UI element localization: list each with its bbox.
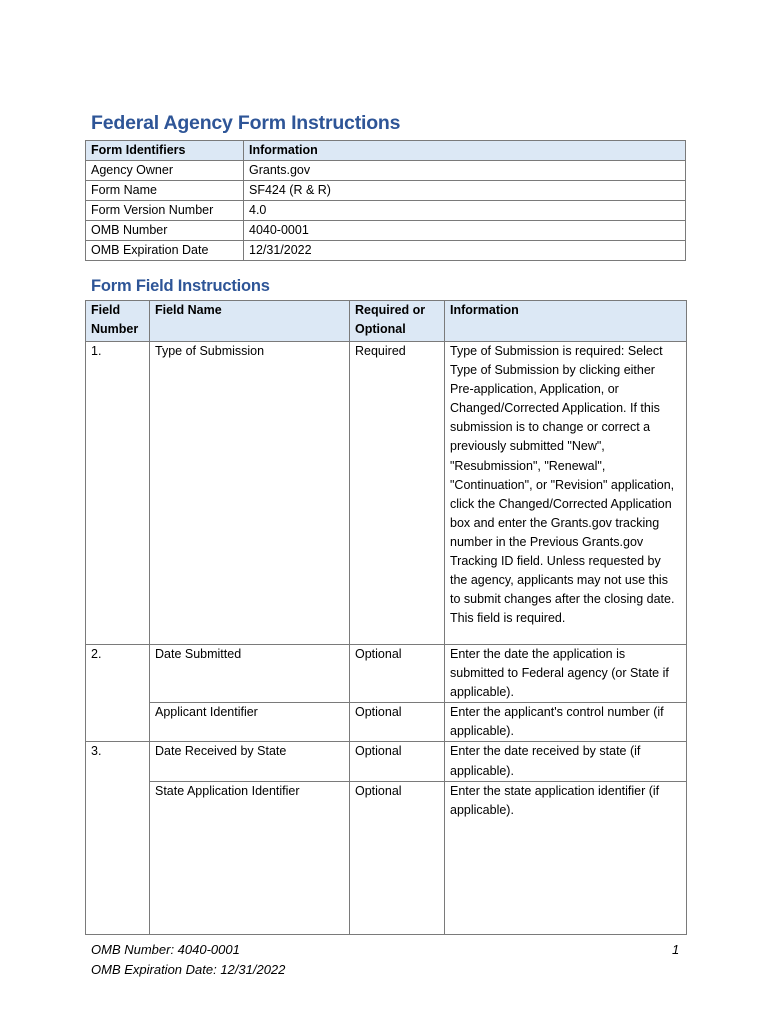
column-header: Form Identifiers [86, 141, 244, 161]
header-line: Required or [355, 303, 426, 317]
field-required: Optional [350, 742, 445, 781]
field-name: Applicant Identifier [150, 703, 350, 742]
section-title: Form Field Instructions [91, 277, 270, 295]
identifier-label: OMB Expiration Date [86, 241, 244, 261]
column-header-field-number [86, 301, 150, 342]
page-title: Federal Agency Form Instructions [91, 112, 401, 134]
identifier-label: Form Name [86, 181, 244, 201]
table-row [86, 645, 687, 703]
header-line: Number [91, 322, 139, 337]
footer-omb-number: OMB Number: 4040-0001 [91, 942, 240, 957]
field-name: State Application Identifier [150, 781, 350, 934]
table-row [86, 781, 687, 934]
identifier-value: SF424 (R & R) [244, 181, 686, 201]
identifier-label: Agency Owner [86, 161, 244, 181]
form-identifiers-table [85, 140, 686, 261]
field-information: Enter the state application identifier (if applicable). [445, 781, 687, 934]
table-row [86, 742, 687, 781]
table-header-row [86, 141, 686, 161]
field-required: Optional [350, 645, 445, 703]
identifier-value: 12/31/2022 [244, 241, 686, 261]
identifier-label: OMB Number [86, 221, 244, 241]
page-number: 1 [672, 942, 680, 957]
column-header-required [350, 301, 445, 342]
table-row [86, 221, 686, 241]
field-required: Required [350, 342, 445, 645]
field-required: Optional [350, 703, 445, 742]
column-header-information: Information [445, 301, 687, 342]
identifier-value: 4040-0001 [244, 221, 686, 241]
field-information: Enter the date the application is submitted to Federal agency (or State if applicable). [445, 645, 687, 703]
column-header: Information [244, 141, 686, 161]
table-row [86, 201, 686, 221]
field-number: 2. [86, 645, 150, 742]
field-name: Date Received by State [150, 742, 350, 781]
field-required: Optional [350, 781, 445, 934]
field-number: 1. [86, 342, 150, 645]
footer-omb-expiration: OMB Expiration Date: 12/31/2022 [91, 962, 286, 977]
header-line: Field [91, 303, 121, 317]
field-name: Date Submitted [150, 645, 350, 703]
field-number: 3. [86, 742, 150, 934]
form-field-instructions-table [85, 300, 687, 935]
table-row [86, 181, 686, 201]
field-information: Type of Submission is required: Select Type of Submission by clicking either Pre-application, Application, or Changed/Corrected Application. If this submission is to change or correct a previously submitted "New", "Resubmission", "Renewal", "Continuation", or "Revision" application, click the Changed/Corrected Application box and enter the Grants.gov tracking number in the Previous Grants.gov Tracking ID field. Unless requested by the agency, applicants may not use this to submit changes after the closing date. This field is required. [445, 342, 687, 645]
header-line: Optional [355, 322, 406, 337]
field-information: Enter the date received by state (if applicable). [445, 742, 687, 781]
field-name: Type of Submission [150, 342, 350, 645]
column-header-field-name: Field Name [150, 301, 350, 342]
table-row [86, 161, 686, 181]
field-information: Enter the applicant's control number (if applicable). [445, 703, 687, 742]
identifier-label: Form Version Number [86, 201, 244, 221]
table-row [86, 703, 687, 742]
identifier-value: Grants.gov [244, 161, 686, 181]
page-footer [91, 940, 285, 980]
table-header-row [86, 301, 687, 342]
identifier-value: 4.0 [244, 201, 686, 221]
table-row [86, 241, 686, 261]
table-row [86, 342, 687, 645]
